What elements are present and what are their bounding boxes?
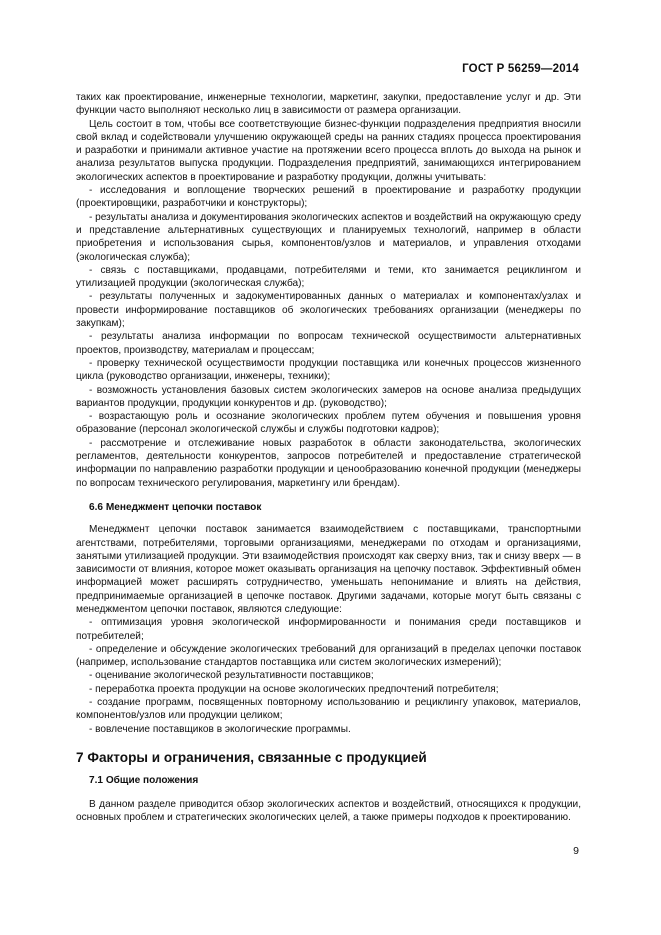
paragraph: В данном разделе приводится обзор экологических аспектов и воздействий, относящихся к продукции, основных проблем и стратегических экологических целей, а также примеры подходов к проектированию. [76, 798, 581, 823]
section-heading-7: 7 Факторы и ограничения, связанные с продукцией [76, 749, 427, 765]
list-item: - рассмотрение и отслеживание новых разработок в области законодательства, экологических регламентов, деятельности конкурентов, запросов потребителей и предоставление стратегической информации по направлению разработки продукции и ценообразованию конечной продукции (менеджеры по вопросам технического регулирования, маркетингу или брендам). [76, 437, 581, 489]
list-item: - проверку технической осуществимости продукции поставщика или конечных процессов жизненного цикла (руководство организации, инженеры, техники); [76, 357, 581, 383]
list-item: - переработка проекта продукции на основе экологических предпочтений потребителя; [89, 683, 499, 695]
paragraph: Менеджмент цепочки поставок занимается взаимодействием с поставщиками, транспортными агентствами, потребителями, торговыми организациями, менеджерами по отходам и организациями, занятыми утилизацией продукции. Эти взаимодействия происходят как сверху вниз, так и снизу вверх — в зависимости от влияния, которое может оказывать организация на цепочку поставок. Эффективный обмен информацией может расширять сотрудничество, уменьшать непонимание и влиять на действия, предпринимаемые организацией в цепочке поставок. Другими задачами, которые могут быть связаны с менеджментом цепочки поставок, являются следующие: [76, 524, 581, 615]
list-item: - оценивание экологической результативности поставщиков; [89, 670, 374, 682]
page-body [76, 91, 581, 824]
list-item: - возрастающую роль и осознание экологических проблем путем обучения и повышения уровня образование (персонал экологической службы и службы подготовки кадров); [76, 411, 581, 436]
section-heading-7-1: 7.1 Общие положения [89, 775, 199, 787]
document-code-header: ГОСТ Р 56259—2014 [462, 63, 579, 75]
list-item: - результаты анализа информации по вопросам технической осуществимости альтернативных проектов, производству, материалам и процессам; [76, 331, 581, 356]
list-item: - вовлечение поставщиков в экологические программы. [89, 723, 351, 735]
section-heading-6-6: 6.6 Менеджмент цепочки поставок [89, 501, 262, 513]
paragraph: таких как проектирование, инженерные технологии, маркетинг, закупки, предоставление услуг и др. Эти функции часто выполняют несколько лиц в зависимости от размера организации. [76, 92, 581, 117]
list-item: - результаты полученных и задокументированных данных о материалах и компонентах/узлах и провести информирование поставщиков об экологических требованиях организации (менеджеры по закупкам); [76, 291, 581, 330]
list-item: - результаты анализа и документирования экологических аспектов и воздействий на окружающую среду и представление альтернативных существующих и планируемых технологий, например в области приобретения и использования сырья, компонентов/узлов и материалов, и управления отходами (экологическая служба); [76, 211, 581, 263]
list-item: - оптимизация уровня экологической информированности и понимания среди поставщиков и потребителей; [76, 617, 581, 642]
list-item: - связь с поставщиками, продавцами, потребителями и теми, кто занимается рециклингом и утилизацией продукции (экологическая служба); [76, 264, 581, 290]
paragraph: Цель состоит в том, чтобы все соответствующие бизнес-функции подразделения предприятия вносили свой вклад и содействовали улучшению окружающей среды на ранних стадиях процесса проектирования и разработки и принимали активное участие на протяжении всего процесса вплоть до выхода на рынок и анализа результатов выпуска продукции. Подразделения предприятий, занимающихся интегрированием экологических аспектов в проектирование и разработку продукции, должны учитывать: [76, 118, 581, 183]
page-number: 9 [573, 845, 579, 857]
list-item: - исследования и воплощение творческих решений в проектирование и разработку продукции (проектировщики, разработчики и конструкторы); [76, 185, 581, 210]
list-item: - определение и обсуждение экологических требований для организаций в пределах цепочки поставок (например, использование стандартов поставщика или систем экологических измерений); [76, 643, 581, 669]
list-item: - создание программ, посвященных повторному использованию и рециклингу упаковок, материалов, компонентов/узлов или продукции целиком; [76, 697, 581, 722]
list-item: - возможность установления базовых систем экологических замеров на основе анализа предыдущих вариантов продукции, продукции конкурентов и др. (руководство); [76, 384, 581, 409]
